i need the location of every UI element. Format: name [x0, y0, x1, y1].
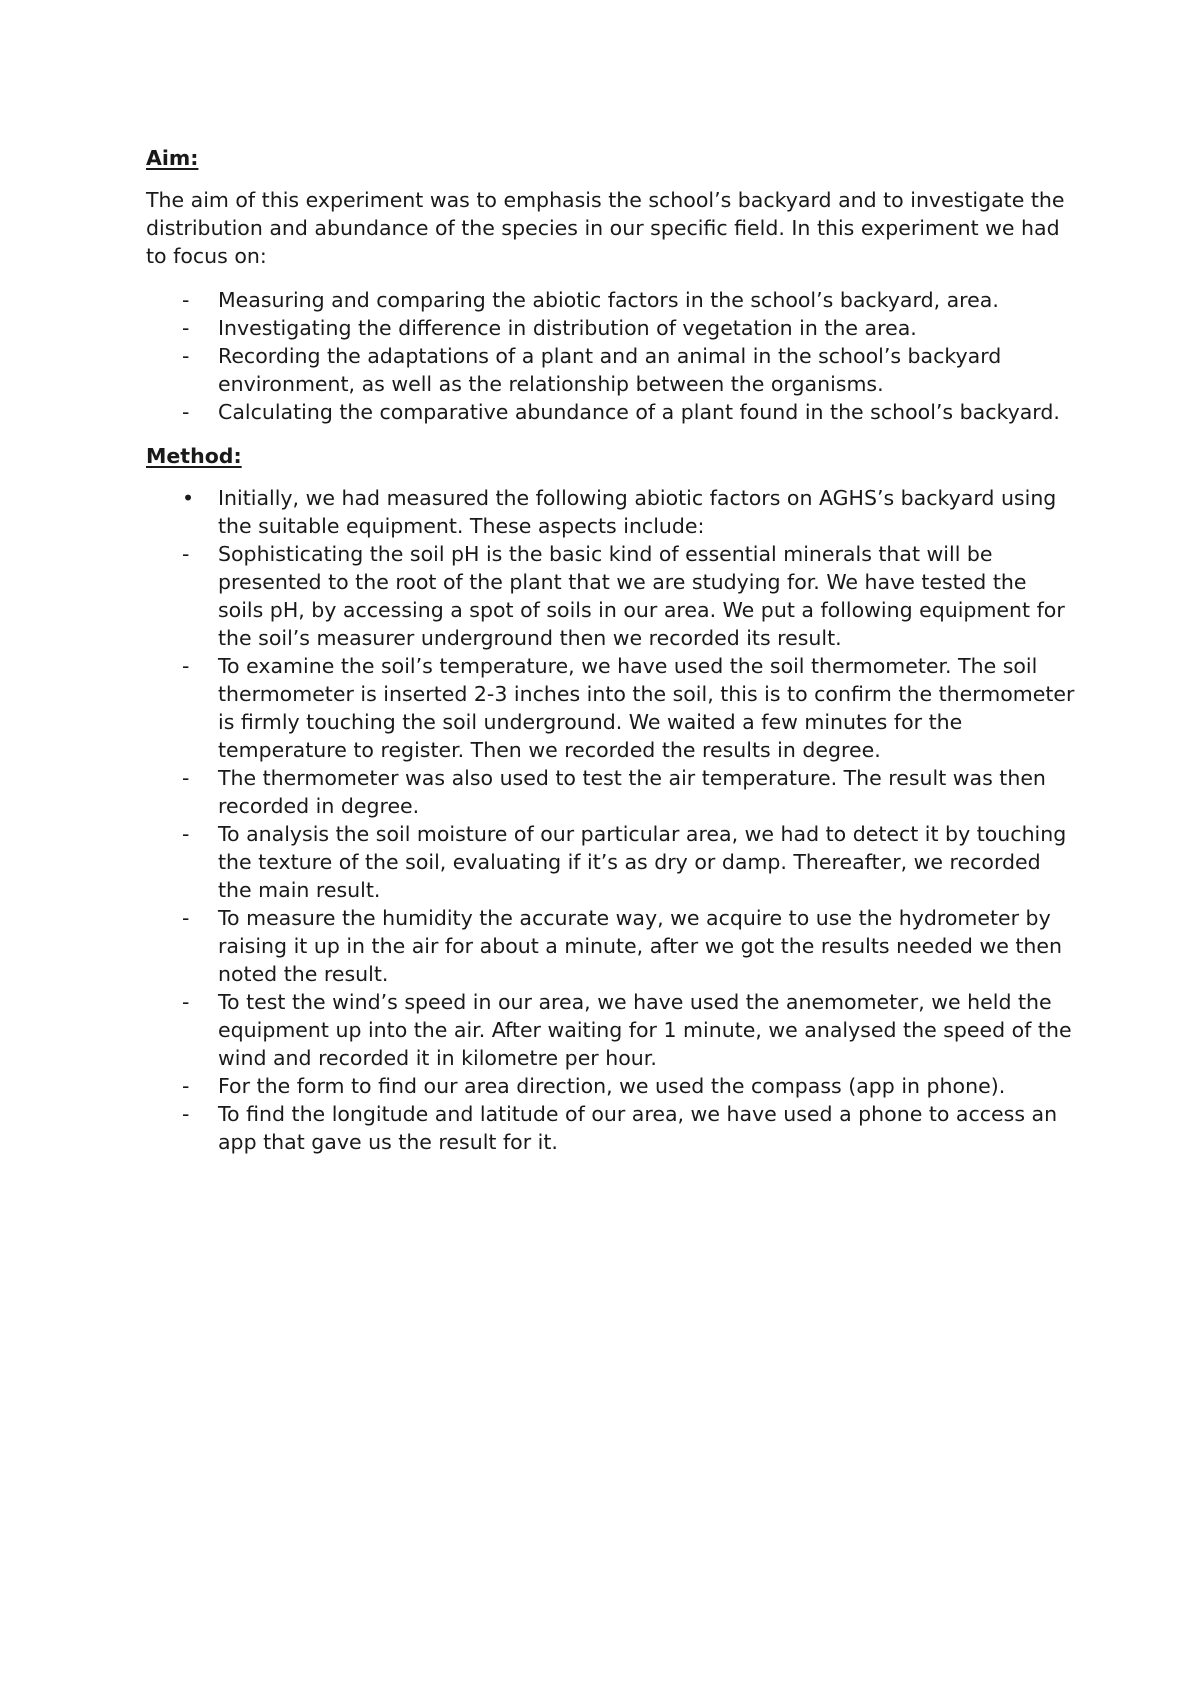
dash-marker: - [182, 400, 190, 424]
method-list-item [146, 988, 1076, 1072]
dash-marker: - [182, 822, 190, 846]
dash-marker: - [182, 344, 190, 368]
method-section [146, 442, 1076, 1156]
method-item-text: To measure the humidity the accurate way, we acquire to use the hydrometer by raising it up in the air for about a minute, after we got the results needed we then noted the result. [218, 906, 1062, 986]
method-list-item [146, 1072, 1076, 1100]
method-list-item [146, 904, 1076, 988]
aim-list-item [146, 342, 1076, 398]
bullet-marker: • [182, 486, 195, 510]
aim-item-text: Recording the adaptations of a plant and an animal in the school’s backyard environment, as well as the relationship between the organisms. [218, 344, 1002, 396]
dash-marker: - [182, 542, 190, 566]
aim-list-item [146, 314, 1076, 342]
method-item-text: To test the wind’s speed in our area, we have used the anemometer, we held the equipment up into the air. After waiting for 1 minute, we analysed the speed of the wind and recorded it in kilometre per hour. [218, 990, 1072, 1070]
method-item-text: For the form to find our area direction, we used the compass (app in phone). [218, 1074, 1006, 1098]
aim-list [146, 286, 1076, 426]
dash-marker: - [182, 1074, 190, 1098]
dash-marker: - [182, 766, 190, 790]
aim-list-item [146, 398, 1076, 426]
method-item-text: To find the longitude and latitude of our area, we have used a phone to access an app that gave us the result for it. [218, 1102, 1058, 1154]
dash-marker: - [182, 288, 190, 312]
method-list-item [146, 540, 1076, 652]
dash-marker: - [182, 316, 190, 340]
method-item-text: Sophisticating the soil pH is the basic kind of essential minerals that will be presented to the root of the plant that we are studying for. We have tested the soils pH, by accessing a spot of soils in our area. We put a following equipment for the soil’s measurer underground then we recorded its result. [218, 542, 1065, 650]
dash-marker: - [182, 1102, 190, 1126]
aim-heading: Aim: [146, 146, 199, 170]
method-list-item [146, 484, 1076, 540]
method-list-item [146, 764, 1076, 820]
method-item-text: To analysis the soil moisture of our particular area, we had to detect it by touching the texture of the soil, evaluating if it’s as dry or damp. Thereafter, we recorded the main result. [218, 822, 1067, 902]
method-item-text: To examine the soil’s temperature, we have used the soil thermometer. The soil thermometer is inserted 2-3 inches into the soil, this is to confirm the thermometer is firmly touching the soil underground. We waited a few minutes for the temperature to register. Then we recorded the results in degree. [218, 654, 1075, 762]
dash-marker: - [182, 906, 190, 930]
method-list-item [146, 1100, 1076, 1156]
aim-list-item [146, 286, 1076, 314]
dash-marker: - [182, 654, 190, 678]
method-item-text: Initially, we had measured the following abiotic factors on AGHS’s backyard using the suitable equipment. These aspects include: [218, 486, 1057, 538]
dash-marker: - [182, 990, 190, 1014]
aim-section [146, 144, 1076, 426]
document-page [146, 144, 1076, 1156]
aim-item-text: Investigating the difference in distribution of vegetation in the area. [218, 316, 917, 340]
aim-paragraph: The aim of this experiment was to emphasis the school’s backyard and to investigate the distribution and abundance of the species in our specific field. In this experiment we had to focus on: [146, 188, 1065, 268]
method-list [146, 484, 1076, 1156]
aim-item-text: Measuring and comparing the abiotic factors in the school’s backyard, area. [218, 288, 999, 312]
method-list-item [146, 820, 1076, 904]
method-item-text: The thermometer was also used to test the air temperature. The result was then recorded in degree. [218, 766, 1046, 818]
method-heading: Method: [146, 444, 242, 468]
aim-item-text: Calculating the comparative abundance of a plant found in the school’s backyard. [218, 400, 1060, 424]
method-list-item [146, 652, 1076, 764]
